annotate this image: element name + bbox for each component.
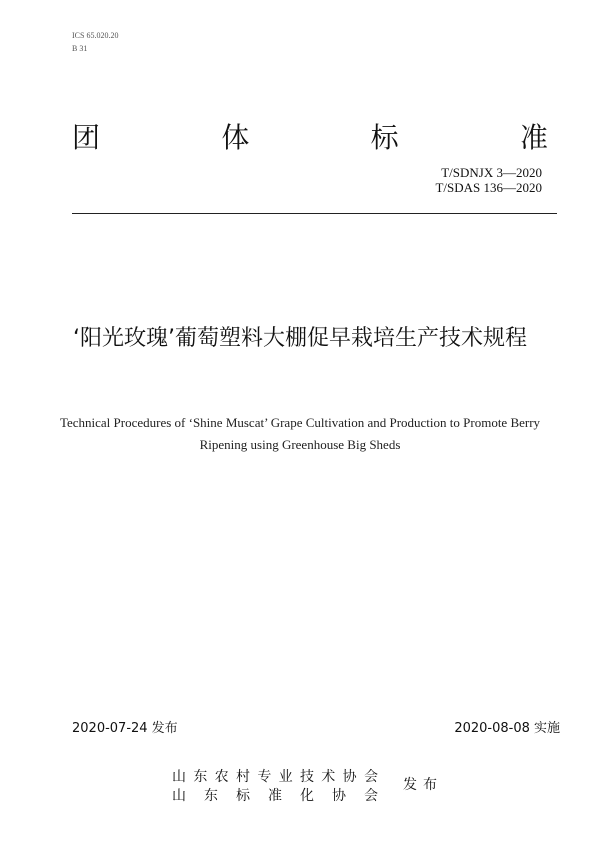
issuer-char: 村 xyxy=(235,769,250,785)
issuer-org-1 xyxy=(172,766,378,786)
issuer-char: 山 xyxy=(172,788,186,804)
issuer-char: 准 xyxy=(268,788,282,804)
standard-type-char: 团 xyxy=(72,121,101,154)
ccs-code: B 31 xyxy=(72,44,88,53)
title-chinese: ‘阳光玫瑰’葡萄塑料大棚促早栽培生产技术规程 xyxy=(73,326,527,351)
issuer-char: 会 xyxy=(363,769,378,785)
publish-date: 2020-07-24 发布 xyxy=(72,721,178,736)
issuer-char: 业 xyxy=(278,769,293,785)
issuer-char: 化 xyxy=(300,788,314,804)
standard-code-2: T/SDAS 136—2020 xyxy=(435,180,542,195)
issuer-char: 东 xyxy=(193,769,208,785)
standard-type-char: 体 xyxy=(221,121,250,154)
standard-code-1: T/SDNJX 3—2020 xyxy=(441,165,542,180)
issuer-char: 东 xyxy=(204,788,218,804)
issue-label: 发布 xyxy=(403,777,443,793)
issuer-char: 山 xyxy=(172,769,186,785)
issuer-char: 协 xyxy=(332,788,346,804)
issuer-char: 术 xyxy=(321,769,336,785)
ics-code: ICS 65.020.20 xyxy=(72,31,119,40)
issuer-char: 技 xyxy=(299,769,314,785)
title-english: Technical Procedures of ‘Shine Muscat’ Grape Cultivation and Production to Promote Berry Ripening using Greenhouse Big Sheds xyxy=(59,415,541,452)
standard-codes xyxy=(435,165,542,195)
issuer-char: 标 xyxy=(236,788,250,804)
standard-type-char: 准 xyxy=(519,121,548,154)
standard-type-heading xyxy=(72,116,548,156)
issuer-char: 协 xyxy=(342,769,357,785)
standard-type-char: 标 xyxy=(370,121,399,154)
header-divider xyxy=(72,213,557,214)
issuer-char: 会 xyxy=(364,788,378,804)
issuer-char: 农 xyxy=(214,769,229,785)
issuer-char: 专 xyxy=(257,769,272,785)
issuer-org-2 xyxy=(172,785,378,805)
implement-date: 2020-08-08 实施 xyxy=(454,721,560,736)
